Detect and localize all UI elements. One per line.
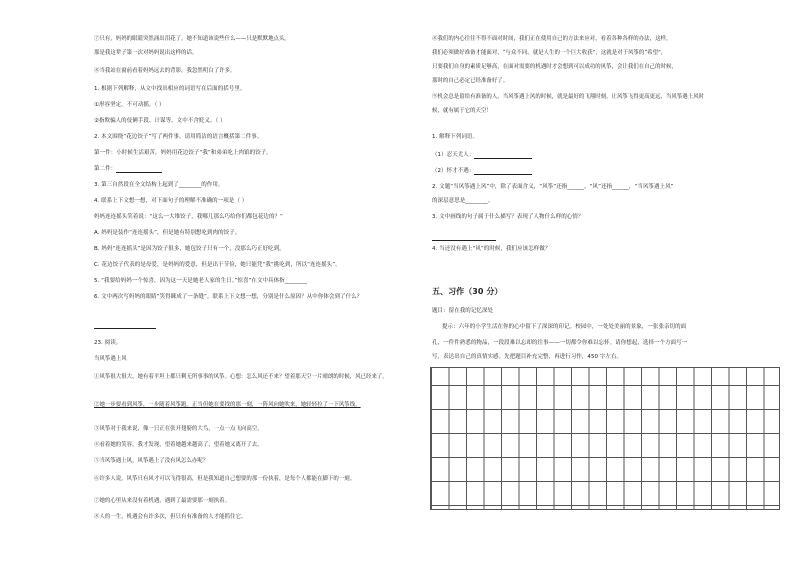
writing-hint-3: 写，表达出自己的真情实感。先把题目补充完整，再进行习作，450 字左右。 — [432, 354, 623, 360]
question-3: 3. 第三自然段在全文结构上起到了________的作用。 — [94, 182, 224, 188]
para-r-5: ⑨机会总是留给有准备的人，当风筝遇上风的时候，就是最好的飞翔时刻。让风筝飞得更高更远，当风筝遇上风时 — [432, 94, 705, 100]
r-question-3: 3. 文中画线的句子属于什么描写？表现了人物什么样的心情？ — [432, 214, 584, 220]
passage-para-1: ①风筝很大很大，她有着平坦上都只剩无所事事的风筝。心想：怎么风还不来？望着那天空一片晴朗的时候，风已经来了。 — [94, 374, 388, 380]
r-answer-blank-3 — [432, 234, 496, 241]
para-7-a: ⑦只有，妈妈的眼睛突然涌出泪花了。她不知道该说些什么——只是默默地点头。 — [94, 36, 290, 42]
para-r-3: 只要我们自身的素质足够高，在面对需要的机遇时才会想到可以成功的风筝，会让我们在自己的时候， — [432, 64, 677, 70]
para-r-4: 那时的自己必定已经准备好了。 — [432, 78, 509, 84]
para-r-2: 我们必须做好准备才能面对，“与众不同，就是人生的一个巨大收获”，这就是对于风筝的“希望”， — [432, 50, 667, 56]
r-question-1-1: （1）忍天尤人： — [432, 152, 532, 159]
para-7-b: 那是我这辈子第一次对妈妈说出这样的话。 — [94, 50, 198, 56]
option-a: A. 妈妈是装作“连连摇头”，但是她有特别想吃到肉的饺子。 — [94, 230, 241, 236]
question-23: 23. 阅读。 — [94, 340, 122, 346]
question-1-2: ②指欺骗人的伎俩手段、计谋等。文中不含贬义。（ ） — [94, 118, 226, 124]
passage-para-5: ⑤当风筝遇上风，风筝遇上了没有风怎么办呢？ — [94, 458, 209, 464]
question-4: 4. 联系上下文想一想，对下面句子的理解不准确的一项是（ ） — [94, 198, 248, 204]
para-r-1: ⑧我们的内心往往不得不面对时间，我们正在使用自己的方法来应对，看着各种各样的办法，这样， — [432, 36, 672, 42]
passage-para-3: ③风筝对于我来说，像一只正在张开翅膀的大鸟，一点一点飞向高空。 — [94, 426, 263, 432]
writing-hint-1: 提示：六年的小学生活在你的心中留下了深深的印记。校园中，一处处美丽的景象，一张张亲切的面 — [442, 324, 687, 330]
passage-para-7: ⑦她的心里从来没有着机遇，遇到了最需要那一刻执着。 — [94, 498, 231, 504]
option-c: C. 花边饺子代表的是母爱，是妈妈的爱意，但是出于节俭，她只能凭“我”挑吃到，所以“连连摇头”。 — [94, 262, 341, 268]
passage-para-4: ④看着她的笑容，我才发现，望着她越来越高了，望着她又离开了去。 — [94, 442, 263, 448]
question-1-1: ①形容坚定，不可动摇。（ ） — [94, 102, 165, 108]
para-8: ⑧当我站在窗前看着妈妈远去的背影，我忽然明白了许多。 — [94, 68, 236, 74]
question-6: 6. 文中两次写妈妈的眼睛“笑得眯成了一条缝”。联系上下文想一想，分别是什么原因？从中你体会到了什么？ — [94, 294, 363, 300]
writing-hint-2: 孔，一件件熟悉的物品，一段段难以忘却的往事——一切都令你难以忘怀。请你想起，选择一个方面写一 — [432, 340, 688, 346]
question-2: 2. 本文围绕“花边饺子”写了两件事。请用简洁的语言概括第二件事。 — [94, 134, 263, 140]
question-1: 1. 根据下列解释，从文中找出相应的词语写在后面的括号里。 — [94, 86, 246, 92]
section-writing-title: 五、习作（30 分） — [432, 287, 503, 296]
passage-para-6: ⑥许多人说，风筝只有风才可以飞得很高，但是我知道自己想要的那一份执着，是每个人都能在脚下的一刻。 — [94, 476, 356, 482]
writing-grid[interactable] — [430, 367, 780, 510]
r-question-1: 1. 解释下列词语。 — [432, 134, 478, 140]
r-question-2: 2. 文题“当风筝遇上风”中，除了表面含义，“风筝”还指______，“风”还指______，“当风筝遇上风” — [432, 184, 674, 190]
r-question-4: 4. 当还没有遇上“风”的时候，我们应该怎样做？ — [432, 246, 551, 252]
r-question-2-b: 的深层意思是________。 — [432, 198, 494, 204]
passage-para-8: ⑧人的一生，机遇会有许多次，但只有有准备的人才能抓住它。 — [94, 514, 247, 520]
question-2-event-2: 第二件： — [94, 166, 162, 173]
answer-blank — [94, 322, 156, 329]
para-r-6: 候，就有属于它的天空！ — [432, 108, 492, 114]
question-4-quote: 妈妈连连摇头笑着说：“这么一大堆饺子，我哪儿那么巧给你们都包花边的？” — [94, 214, 283, 220]
question-2-event-1: 第一件：小时候生活艰苦，妈妈用花边饺子“我”和弟弟吃上肉馅的饺子。 — [94, 150, 272, 156]
passage-title: 当风筝遇上风 — [94, 356, 127, 362]
question-5: 5. “我要给妈妈一个惊喜，因为这一天是她老人家的生日。”惊喜”在文中具体指________ — [94, 278, 308, 284]
passage-para-2: ②她一步要看到风筝，一步随着风筝跑。正当但她在要找的那一刻，一阵风向她吹来，她轻轻拉了一下风筝线。 — [94, 402, 361, 408]
r-question-1-2: （2）怀才不遇： — [432, 168, 532, 175]
option-b: B. 妈妈“连连摇头”是因为饺子很多，她包饺子只有一个，没那么巧正好吃到。 — [94, 246, 285, 252]
writing-topic: 题目：留在我的记忆深处 — [432, 308, 494, 314]
